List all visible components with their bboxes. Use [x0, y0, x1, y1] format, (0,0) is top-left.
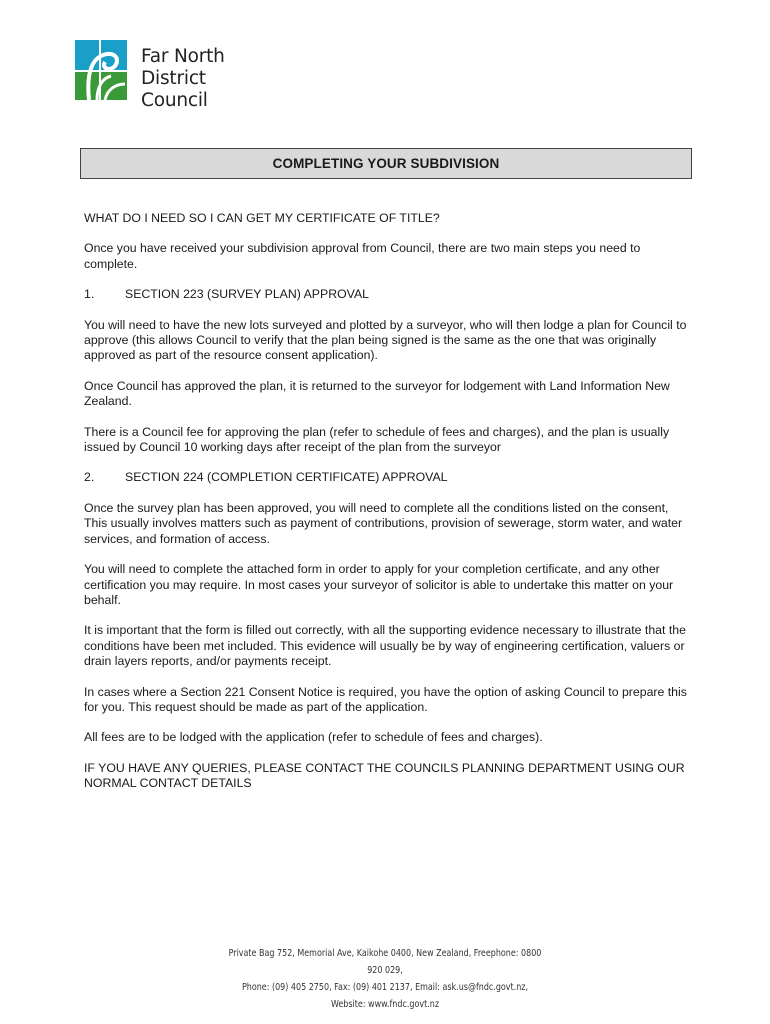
document-title: COMPLETING YOUR SUBDIVISION: [272, 156, 500, 171]
closing-notice: IF YOU HAVE ANY QUERIES, PLEASE CONTACT THE COUNCILS PLANNING DEPARTMENT USING OUR NORMAL CONTACT DETAILS: [84, 760, 685, 791]
section-224-number: 2.: [84, 470, 95, 485]
section-224-paragraph: In cases where a Section 221 Consent Notice is required, you have the option of asking Council to prepare this for you. This request should be made as part of the application.: [84, 684, 687, 714]
footer-contact: Phone: (09) 405 2750, Fax: (09) 401 2137, Email: ask.us@fndc.govt.nz, Website: www.fndc.govt.nz: [241, 982, 529, 1010]
section-224-paragraph: You will need to complete the attached form in order to apply for your completion certificate, and any other certification you may require. In most cases your surveyor of solicitor is able to undertake this matter on your behalf.: [84, 562, 674, 607]
section-223-number: 1.: [84, 287, 95, 302]
council-name: [141, 46, 265, 112]
footer-address: Private Bag 752, Memorial Ave, Kaikohe 0400, New Zealand, Freephone: 0800 920 029,: [228, 948, 542, 976]
section-223-paragraph: There is a Council fee for approving the plan (refer to schedule of fees and charges), and the plan is usually issued by Council 10 working days after receipt of the plan from the surveyor: [84, 424, 670, 455]
section-223-paragraph: Once Council has approved the plan, it is returned to the surveyor for lodgement with Land Information New Zealand.: [84, 378, 670, 409]
intro-paragraph: Once you have received your subdivision approval from Council, there are two main steps you need to complete.: [84, 241, 641, 271]
council-name-line2: District Council: [141, 68, 208, 111]
section-223-paragraph: You will need to have the new lots surveyed and plotted by a surveyor, who will then lodge a plan for Council to approve (this allows Council to verify that the plan being signed is the same as the one that was originally approved as part of the resource consent application).: [84, 317, 687, 363]
section-224-title: SECTION 224 (COMPLETION CERTIFICATE) APPROVAL: [125, 470, 448, 485]
council-name-line1: Far North: [141, 46, 225, 67]
document-title-box: [80, 148, 692, 179]
section-223-title: SECTION 223 (SURVEY PLAN) APPROVAL: [125, 287, 369, 302]
question-heading: WHAT DO I NEED SO I CAN GET MY CERTIFICATE OF TITLE?: [84, 211, 440, 225]
council-logo: [75, 40, 265, 111]
council-logo-mark-icon: [75, 40, 127, 100]
section-224-heading: [84, 470, 692, 485]
section-224-paragraph: All fees are to be lodged with the application (refer to schedule of fees and charges).: [84, 730, 543, 745]
section-224-paragraph: Once the survey plan has been approved, you will need to complete all the conditions listed on the consent, This usually involves matters such as payment of contributions, provision of sewerage, storm water, and water services, and formation of access.: [84, 500, 683, 546]
section-224-paragraph: It is important that the form is filled out correctly, with all the supporting evidence necessary to illustrate that the conditions have been met included. This evidence will usually be by way of engineering certification, valuers or drain layers reports, and/or payments receipt.: [84, 623, 686, 669]
section-223-heading: [84, 287, 692, 302]
contact-footer: [226, 945, 544, 1013]
document-body: [84, 211, 692, 807]
